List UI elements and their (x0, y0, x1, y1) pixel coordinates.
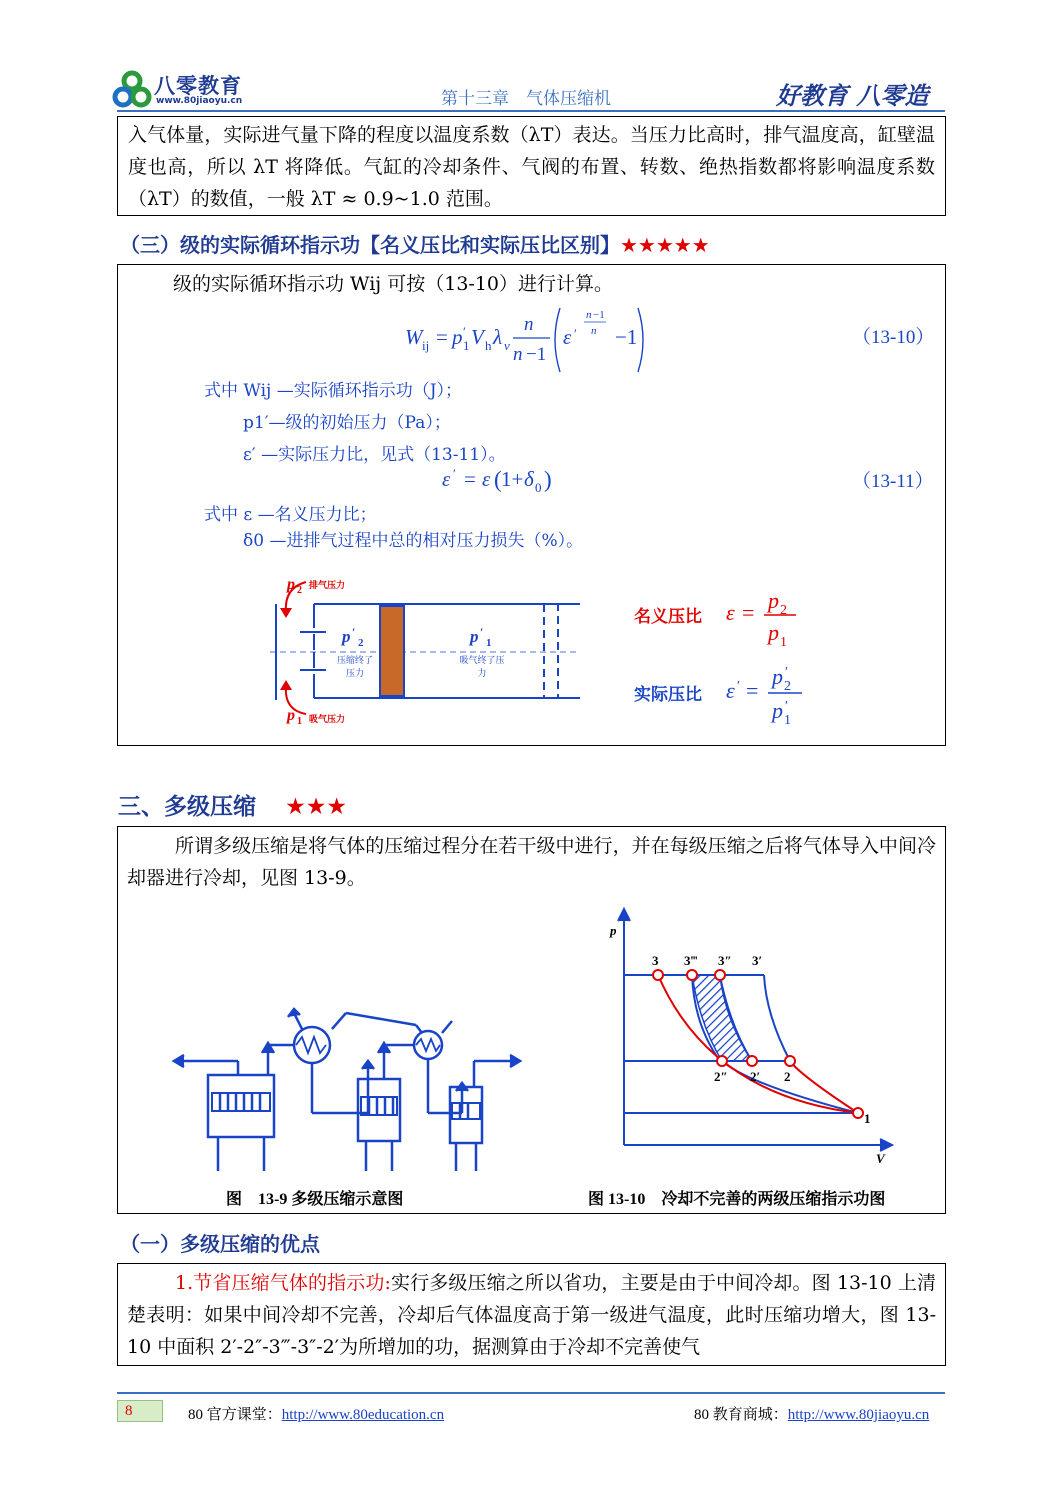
point-3-double: 3″ (718, 953, 732, 968)
footer-rule (117, 1392, 945, 1394)
svg-text:n: n (586, 309, 592, 321)
def-epsilon: 式中 ε —名义压力比； (204, 505, 377, 525)
svg-text:(: ( (494, 467, 502, 492)
point-1: 1 (864, 1111, 871, 1126)
point-3-triple: 3‴ (684, 953, 698, 968)
svg-text:p: p (772, 664, 783, 689)
svg-text:′: ′ (737, 679, 741, 694)
point-2-double: 2″ (714, 1069, 728, 1084)
section-heading-multistage (118, 788, 347, 821)
svg-text:′: ′ (785, 699, 789, 714)
page-number-badge (117, 1400, 163, 1422)
formula-intro: 级的实际循环指示功 Wij 可按（13-10）进行计算。 (173, 273, 614, 295)
rating-stars: ★★★★★ (620, 233, 710, 257)
advantage-lead: 1.节省压缩气体的指示功: (175, 1272, 391, 1294)
section-bracket: 【名义压比和实际压比区别】 (360, 233, 620, 257)
actual-ratio-formula (724, 656, 808, 730)
rating-stars: ★★★ (285, 794, 347, 820)
svg-text:1: 1 (463, 338, 470, 353)
pv-indicator-diagram (600, 905, 900, 1167)
svg-text:2: 2 (358, 637, 364, 649)
svg-text:n: n (591, 325, 597, 337)
eq-number-13-10: （13-10） (852, 327, 935, 348)
p1-prime-label: 吸气终了压力 (459, 656, 505, 679)
svg-text:v: v (504, 338, 510, 353)
equation-13-11 (440, 462, 570, 498)
svg-text:p: p (452, 325, 463, 349)
header-rule (117, 110, 945, 112)
footer-left-label: 80 官方课堂： (188, 1407, 282, 1423)
svg-text:p: p (287, 707, 295, 724)
svg-text:′: ′ (453, 466, 456, 481)
section-heading-advantages: （一）多级压缩的优点 (120, 1232, 320, 1256)
svg-text:′: ′ (574, 326, 577, 341)
point-2: 2 (784, 1069, 791, 1084)
def-wij: 式中 Wij —实际循环指示功（J）； (204, 381, 463, 401)
def-delta0: δ0 —进排气过程中总的相对压力损失（%）。 (243, 531, 584, 551)
svg-text:p: p (342, 627, 351, 646)
intro-box (117, 116, 946, 216)
svg-text:p: p (287, 576, 295, 593)
advantage-text (127, 1267, 936, 1363)
p2-discharge-label: 排气压力 (309, 581, 346, 591)
p1-suction-label: 吸气压力 (309, 715, 346, 725)
svg-text:=: = (436, 325, 448, 349)
svg-text:=: = (746, 678, 759, 703)
def-p1: p1′—级的初始压力（Pa）； (243, 413, 451, 433)
point-3-prime: 3′ (752, 953, 763, 968)
svg-text:h: h (485, 338, 492, 353)
fig-13-10-caption: 图 13-10 冷却不完善的两级压缩指示功图 (588, 1191, 886, 1208)
footer-right (694, 1403, 929, 1424)
footer-right-link[interactable]: http://www.80jiaoyu.cn (787, 1407, 930, 1423)
svg-text:λ: λ (493, 325, 503, 349)
advantage-body: 实行多级压缩之所以省功，主要是由于中间冷却。图 13-10 上清楚表明：如果中间冷却不完善，冷却后气体温度高于第一级进气温度，此时压缩功增大，图 13-10 中面积 2′-2″-3‴-3″-2′为所增加的功，据测算由于冷却不完善使气 (127, 1272, 937, 1358)
svg-text:ij: ij (422, 338, 430, 353)
point-2-prime: 2′ (750, 1069, 761, 1084)
section-title: 三、多级压缩 (118, 794, 256, 820)
multistage-text: 所谓多级压缩是将气体的压缩过程分在若干级中进行，并在每级压缩之后将气体导入中间冷却器进行冷却，见图 13-9。 (127, 835, 936, 889)
point-3: 3 (652, 953, 659, 968)
svg-text:1: 1 (784, 713, 791, 728)
intro-text: 入气体量，实际进气量下降的程度以温度系数（λT）表达。当压力比高时，排气温度高，缸壁温度也高，所以 λT 将降低。气缸的冷却条件、气阀的布置、转数、绝热指数都将影响温度系数（λT）的数值，一般 λT ≈ 0.9~1.0 范围。 (128, 124, 935, 210)
svg-text:′: ′ (785, 665, 789, 680)
svg-text:): ) (544, 467, 552, 492)
svg-text:=: = (742, 600, 755, 625)
multistage-compressor-schematic (170, 995, 530, 1175)
section-heading-actual-cycle (120, 229, 710, 258)
svg-text:p: p (470, 627, 479, 646)
svg-text:ε: ε (482, 467, 491, 491)
svg-text:W: W (405, 325, 423, 349)
svg-text:1: 1 (486, 637, 492, 649)
svg-text:p: p (768, 620, 779, 645)
footer-left (188, 1403, 444, 1424)
svg-text:1: 1 (780, 635, 787, 648)
eq-number-13-11: （13-11） (852, 471, 934, 492)
svg-text:ε: ε (442, 467, 451, 491)
svg-text:ε: ε (563, 325, 572, 349)
svg-text:0: 0 (535, 480, 542, 495)
actual-ratio-label: 实际压比 (634, 685, 702, 705)
logo-icon (112, 70, 152, 110)
svg-text:′: ′ (352, 625, 356, 639)
svg-text:2: 2 (784, 679, 791, 694)
brand-name: 八零教育 (154, 74, 242, 98)
svg-text:2: 2 (297, 585, 302, 596)
svg-text:1+: 1+ (501, 467, 524, 491)
svg-text:ε: ε (726, 600, 735, 625)
nominal-ratio-label: 名义压比 (634, 607, 702, 627)
v-axis-label: V (876, 1151, 885, 1166)
svg-text:V: V (471, 325, 484, 349)
footer-left-link[interactable]: http://www.80education.cn (281, 1407, 445, 1423)
footer-right-label: 80 教育商城： (694, 1407, 788, 1423)
svg-text:δ: δ (524, 467, 534, 491)
svg-text:−1: −1 (615, 325, 638, 349)
cylinder-pressure-diagram (270, 572, 590, 732)
p2-prime-label: 压缩终了压力 (336, 656, 373, 679)
fig-13-9-caption: 图 13-9 多级压缩示意图 (226, 1191, 404, 1208)
brand-url: www.80jiaoyu.cn (156, 96, 243, 106)
nominal-ratio-formula (724, 584, 804, 648)
svg-text:p: p (768, 588, 779, 613)
svg-text:p: p (772, 698, 783, 723)
def-epsilon-prime: ε′ —实际压力比，见式（13-11）。 (243, 445, 506, 465)
svg-text:ε: ε (726, 678, 735, 703)
brand-logo[interactable] (112, 70, 262, 110)
page-number: 8 (125, 1403, 133, 1419)
svg-text:−1: −1 (526, 344, 547, 365)
svg-text:−1: −1 (593, 309, 605, 321)
p-axis-label: p (610, 923, 617, 938)
svg-text:2: 2 (780, 603, 787, 618)
svg-text:=: = (464, 467, 476, 491)
svg-text:n: n (513, 344, 523, 365)
svg-text:′: ′ (480, 625, 484, 639)
slogan: 好教育 八零造 (776, 81, 929, 110)
equation-13-10 (400, 300, 660, 380)
piston (380, 606, 404, 696)
chapter-title: 第十三章 气体压缩机 (441, 89, 611, 109)
svg-text:n: n (524, 314, 534, 335)
svg-text:1: 1 (297, 716, 302, 727)
section-label: （三）级的实际循环指示功 (120, 233, 360, 257)
svg-text:′: ′ (463, 324, 466, 339)
